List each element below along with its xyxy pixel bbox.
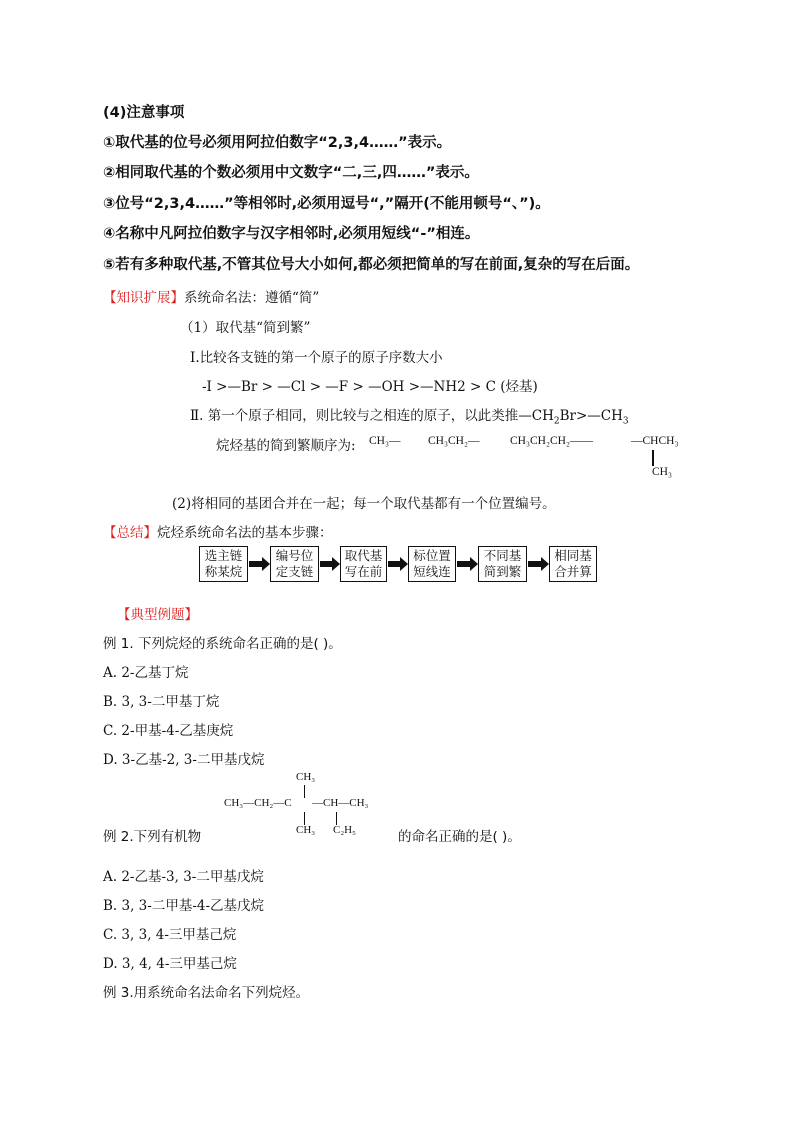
rule2-prefix: Ⅱ. 第一个原子相同，则比较与之相连的原子，以此类推—CH [190, 408, 554, 424]
note-item-4: ④名称中凡阿拉伯数字与汉字相邻时,必须用短线“-”相连。 [103, 226, 480, 242]
rule2-sub2: 3 [622, 416, 629, 427]
alkyl-1: CH₃— [369, 435, 401, 447]
flow-step-3: 取代基 写在前 [340, 546, 387, 582]
note-item-5: ⑤若有多种取代基,不管其位号大小如何,都必须把简单的写在前面,复杂的写在后面。 [103, 257, 640, 273]
ex2-question-suffix: 的命名正确的是( )。 [398, 829, 521, 845]
struct-bottom-ch3: CH₃ [296, 824, 316, 836]
ex3-question: 例 3.用系统命名法命名下列烷烃。 [103, 985, 310, 1001]
struct-main-left: CH₃—CH₂—C [224, 797, 292, 809]
ex1-option-c: C. 2-甲基-4-乙基庚烷 [103, 723, 234, 739]
expand-tag: 【知识扩展】 [103, 290, 184, 306]
ex2-question-prefix: 例 2.下列有机物 [103, 829, 202, 845]
alkyl-4-bond [652, 450, 654, 466]
rule2-suffix: Br>—CH [559, 408, 623, 424]
ex1-question: 例 1. 下列烷烃的系统命名正确的是( )。 [103, 636, 342, 652]
examples-tag: 【典型例题】 [117, 607, 198, 623]
expand-order: -I >—Br > —Cl > —F > —OH >—NH2 > C (烃基) [202, 379, 538, 395]
alkyl-3: CH₃CH₂CH₂—— [510, 435, 593, 447]
flow-step-4: 标位置 短线连 [408, 546, 456, 582]
struct-bottom-c2h5: C₂H₅ [333, 824, 356, 836]
rule2-sub: 2 [553, 416, 560, 427]
expand-sub2: (2)将相同的基团合并在一起；每一个取代基都有一个位置编号。 [172, 496, 556, 512]
flow-arrow-1 [249, 560, 270, 568]
flow-step-5: 不同基 简到繁 [478, 546, 527, 582]
ex2-option-a: A. 2-乙基-3, 3-二甲基戊烷 [103, 869, 264, 885]
struct-bond-up [304, 785, 305, 798]
expand-text: 系统命名法：遵循“简” [184, 290, 320, 306]
ex2-option-d: D. 3, 4, 4-三甲基己烷 [103, 956, 237, 972]
ex1-option-b: B. 3, 3-二甲基丁烷 [103, 694, 220, 710]
alkyl-4-branch: CH₃ [652, 466, 672, 478]
flow-arrow-5 [528, 560, 549, 568]
note-item-1: ①取代基的位号必须用阿拉伯数字“2,3,4……”表示。 [103, 135, 452, 151]
summary-line [103, 521, 333, 541]
expand-sub1: （1）取代基“简到繁” [180, 320, 311, 336]
flow-step-6: 相同基 合并算 [549, 546, 597, 582]
note-item-2: ②相同取代基的个数必须用中文数字“二,三,四……”表示。 [103, 165, 479, 181]
struct-main-mid: —CH—CH₃ [312, 797, 369, 809]
summary-text: 烷烃系统命名法的基本步骤： [157, 525, 333, 541]
flow-step-1: 选主链 称某烷 [199, 546, 248, 582]
summary-tag: 【总结】 [103, 525, 157, 541]
ex2-option-c: C. 3, 3, 4-三甲基己烷 [103, 927, 237, 943]
alkyl-2: CH₃CH₂— [428, 435, 480, 447]
notes-heading: (4)注意事项 [103, 105, 185, 121]
ex1-option-d: D. 3-乙基-2, 3-二甲基戊烷 [103, 752, 265, 768]
expand-rule2 [190, 404, 629, 427]
flow-step-2: 编号位 定支链 [270, 546, 319, 582]
flow-arrow-2 [320, 560, 340, 568]
flow-arrow-3 [388, 560, 408, 568]
alkyl-4: —CHCH₃ [631, 435, 679, 447]
ex1-option-a: A. 2-乙基丁烷 [103, 665, 189, 681]
struct-top-ch3: CH₃ [296, 771, 316, 783]
alkyl-label: 烷烃基的简到繁顺序为: [216, 438, 356, 454]
note-item-3: ③位号“2,3,4……”等相邻时,必须用逗号“,”隔开(不能用顿号“、”)。 [103, 196, 550, 212]
expand-line [103, 286, 319, 306]
ex2-option-b: B. 3, 3-二甲基-4-乙基戊烷 [103, 898, 265, 914]
expand-rule1: Ⅰ.比较各支链的第一个原子的原子序数大小 [190, 350, 443, 366]
flow-arrow-4 [457, 560, 478, 568]
